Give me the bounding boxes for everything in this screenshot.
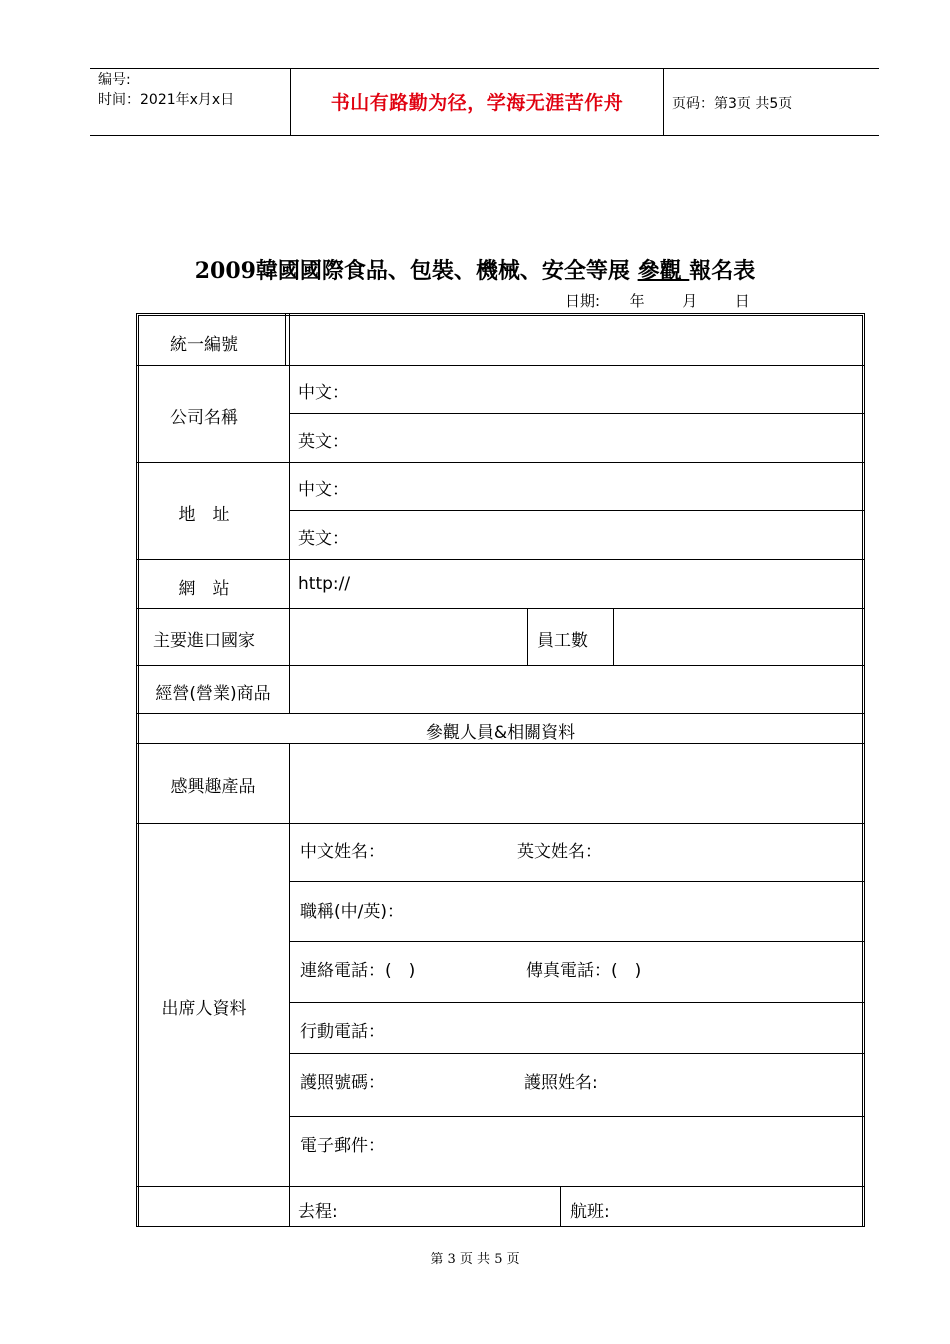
header-doc-info	[98, 70, 234, 110]
address-label: 地 址	[178, 505, 230, 525]
company-chinese-field[interactable]: 中文：	[298, 383, 349, 403]
doc-time-label: 时间：2021年x月x日	[98, 92, 235, 108]
english-name-field[interactable]: 英文姓名：	[517, 842, 602, 862]
row-divider	[137, 713, 864, 714]
registration-form	[136, 313, 865, 1227]
section-header: 參觀人員&相關資料	[425, 723, 576, 743]
page-footer: 第 3 页 共 5 页	[430, 1252, 520, 1267]
row-divider	[289, 881, 864, 882]
main-import-countries-label: 主要進口國家	[153, 631, 255, 651]
row-divider	[137, 823, 864, 824]
employees-label: 員工數	[537, 631, 588, 651]
title-main: 2009韓國國際食品、包裝、機械、安全等展	[194, 258, 638, 284]
website-field[interactable]: http://	[298, 574, 351, 594]
address-english-field[interactable]: 英文：	[298, 529, 349, 549]
row-divider	[289, 1053, 864, 1054]
company-name-label: 公司名稱	[170, 408, 238, 428]
column-divider	[285, 314, 286, 365]
job-title-field[interactable]: 職稱(中/英)：	[300, 902, 404, 922]
unified-number-label: 統一編號	[170, 335, 238, 355]
header-page-info: 页码：第3页 共5页	[672, 96, 793, 112]
row-divider	[289, 941, 864, 942]
row-divider	[137, 365, 864, 366]
row-divider	[289, 413, 864, 414]
row-divider	[137, 665, 864, 666]
column-divider	[560, 1186, 561, 1226]
row-divider	[137, 608, 864, 609]
chinese-name-field[interactable]: 中文姓名：	[300, 842, 385, 862]
date-day: 日	[734, 292, 750, 310]
title-underlined: 參觀	[637, 258, 690, 284]
row-divider	[137, 462, 864, 463]
row-divider	[137, 1186, 864, 1187]
row-divider	[289, 1116, 864, 1117]
column-divider	[289, 314, 290, 713]
interest-products-label: 感興趣產品	[170, 777, 256, 797]
doc-number-label: 编号:	[98, 72, 131, 88]
email-field[interactable]: 電子郵件：	[300, 1136, 385, 1156]
phone-field[interactable]: 連絡電話：( )	[300, 961, 416, 981]
passport-number-field[interactable]: 護照號碼：	[300, 1073, 385, 1093]
products-label: 經營(營業)商品	[155, 684, 271, 704]
page-title	[0, 254, 950, 285]
row-divider	[137, 559, 864, 560]
mobile-field[interactable]: 行動電話：	[300, 1022, 385, 1042]
company-english-field[interactable]: 英文：	[298, 432, 349, 452]
website-label: 網 站	[178, 579, 230, 599]
row-divider	[137, 743, 864, 744]
date-month: 月	[682, 292, 698, 310]
header-divider	[663, 68, 664, 136]
header-bottom-rule	[90, 135, 879, 136]
column-divider	[613, 608, 614, 665]
column-divider	[527, 608, 528, 665]
row-divider	[289, 1002, 864, 1003]
title-suffix: 報名表	[689, 258, 756, 284]
header-motto: 书山有路勤为径，学海无涯苦作舟	[330, 92, 624, 114]
date-year: 年	[629, 292, 645, 310]
flight-field[interactable]: 航班:	[570, 1202, 610, 1222]
date-line	[565, 290, 750, 311]
departure-field[interactable]: 去程:	[298, 1202, 338, 1222]
header-top-rule	[90, 68, 879, 69]
address-chinese-field[interactable]: 中文：	[298, 480, 349, 500]
column-divider	[289, 743, 290, 1226]
row-divider	[289, 510, 864, 511]
date-label: 日期:	[565, 292, 601, 310]
fax-field[interactable]: 傳真電話：( )	[526, 961, 642, 981]
attendee-info-label: 出席人資料	[161, 999, 247, 1019]
passport-name-field[interactable]: 護照姓名:	[524, 1073, 598, 1093]
